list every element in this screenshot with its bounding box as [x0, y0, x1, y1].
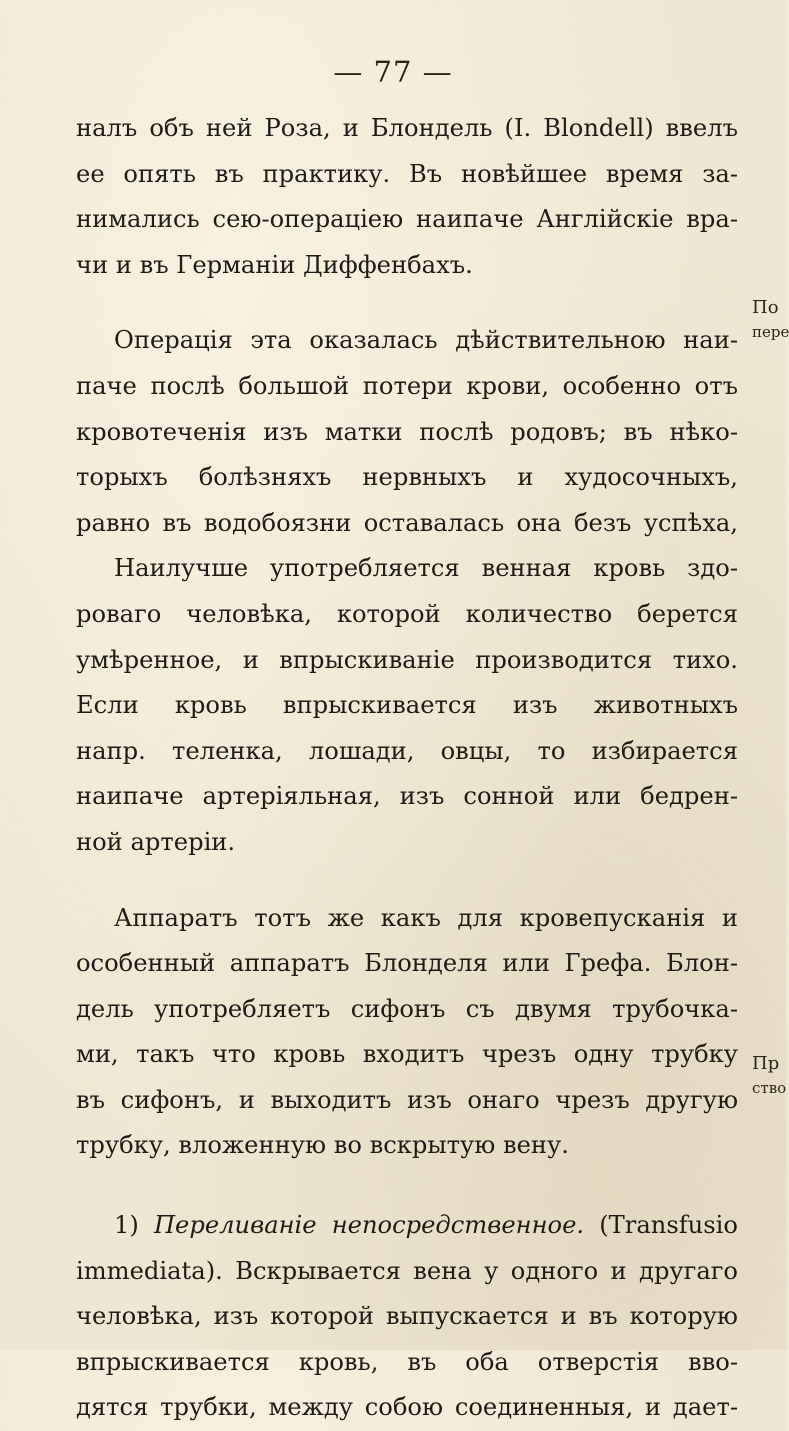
margin-note-line: По	[752, 297, 779, 318]
margin-note-line: ство	[752, 1079, 787, 1097]
text-line: ной артеріи.	[76, 827, 236, 856]
text-line: человѣка, изъ которой выпускается и въ которую	[76, 1302, 738, 1331]
latin-term: (Transfusio	[599, 1211, 738, 1240]
text-line: Аппаратъ тотъ же какъ для кровепусканія и	[114, 903, 738, 932]
text-line: умѣренное, и впрыскиваніе производится тихо.	[76, 645, 738, 674]
margin-note	[752, 296, 789, 344]
text-line: въ сифонъ, и выходитъ изъ онаго чрезъ другую	[76, 1085, 738, 1114]
text-line: ее опять въ практику. Въ новѣйшее время за-	[76, 159, 738, 188]
text-line: ми, такъ что кровь входитъ чрезъ одну трубку	[76, 1040, 738, 1069]
margin-note-line: пере	[752, 323, 789, 341]
body-text	[76, 106, 738, 1431]
text-line: immediata). Вскрывается вена у одного и другаго	[76, 1256, 738, 1285]
text-line: кровотеченія изъ матки послѣ родовъ; въ нѣко-	[76, 417, 738, 446]
paragraph-2	[76, 318, 738, 546]
paragraph-3	[76, 546, 738, 865]
paragraph-1	[76, 106, 738, 288]
text-line: особенный аппаратъ Блонделя или Грефа. Блон-	[76, 949, 738, 978]
text-line: впрыскивается кровь, въ оба отверстія вво-	[76, 1347, 738, 1376]
text-line: торыхъ болѣзняхъ нервныхъ и худосочныхъ,	[76, 463, 738, 492]
text-line: нимались сею-операціею наипаче Англійскіе вра-	[76, 205, 738, 234]
text-line: роваго человѣка, которой количество берется	[76, 599, 738, 628]
paragraph-4	[76, 896, 738, 1170]
text-line: напр. теленка, лошади, овцы, то избирается	[76, 736, 738, 765]
text-line: трубку, вложенную во вскрытую вену.	[76, 1131, 569, 1160]
margin-note-line: Пр	[752, 1053, 780, 1074]
text-line: наипаче артеріяльная, изъ сонной или бедрен-	[76, 782, 738, 811]
section-heading: Переливаніе непосредственное.	[153, 1211, 585, 1240]
paragraph-5	[76, 1203, 738, 1431]
text-line	[76, 1203, 738, 1249]
text-line: Операція эта оказалась дѣйствительною наи-	[114, 326, 738, 355]
text-line: налъ объ ней Роза, и Блондель (I. Blondell) ввелъ	[76, 114, 738, 142]
text-line: Наилучше употребляется венная кровь здо-	[114, 554, 738, 583]
text-line: дель употребляетъ сифонъ съ двумя трубочка-	[76, 994, 738, 1023]
text-line: паче послѣ большой потери крови, особенно отъ	[76, 371, 738, 400]
text-line: дятся трубки, между собою соединенныя, и дает-	[76, 1393, 738, 1422]
text-line: чи и въ Германіи Диффенбахъ.	[76, 250, 473, 279]
margin-note	[752, 1052, 786, 1100]
list-number: 1)	[114, 1211, 139, 1240]
text-line: Если кровь впрыскивается изъ животныхъ	[76, 691, 738, 720]
text-line: равно въ водобоязни оставалась она безъ успѣха,	[76, 508, 738, 537]
page-number: — 77 —	[333, 55, 453, 89]
